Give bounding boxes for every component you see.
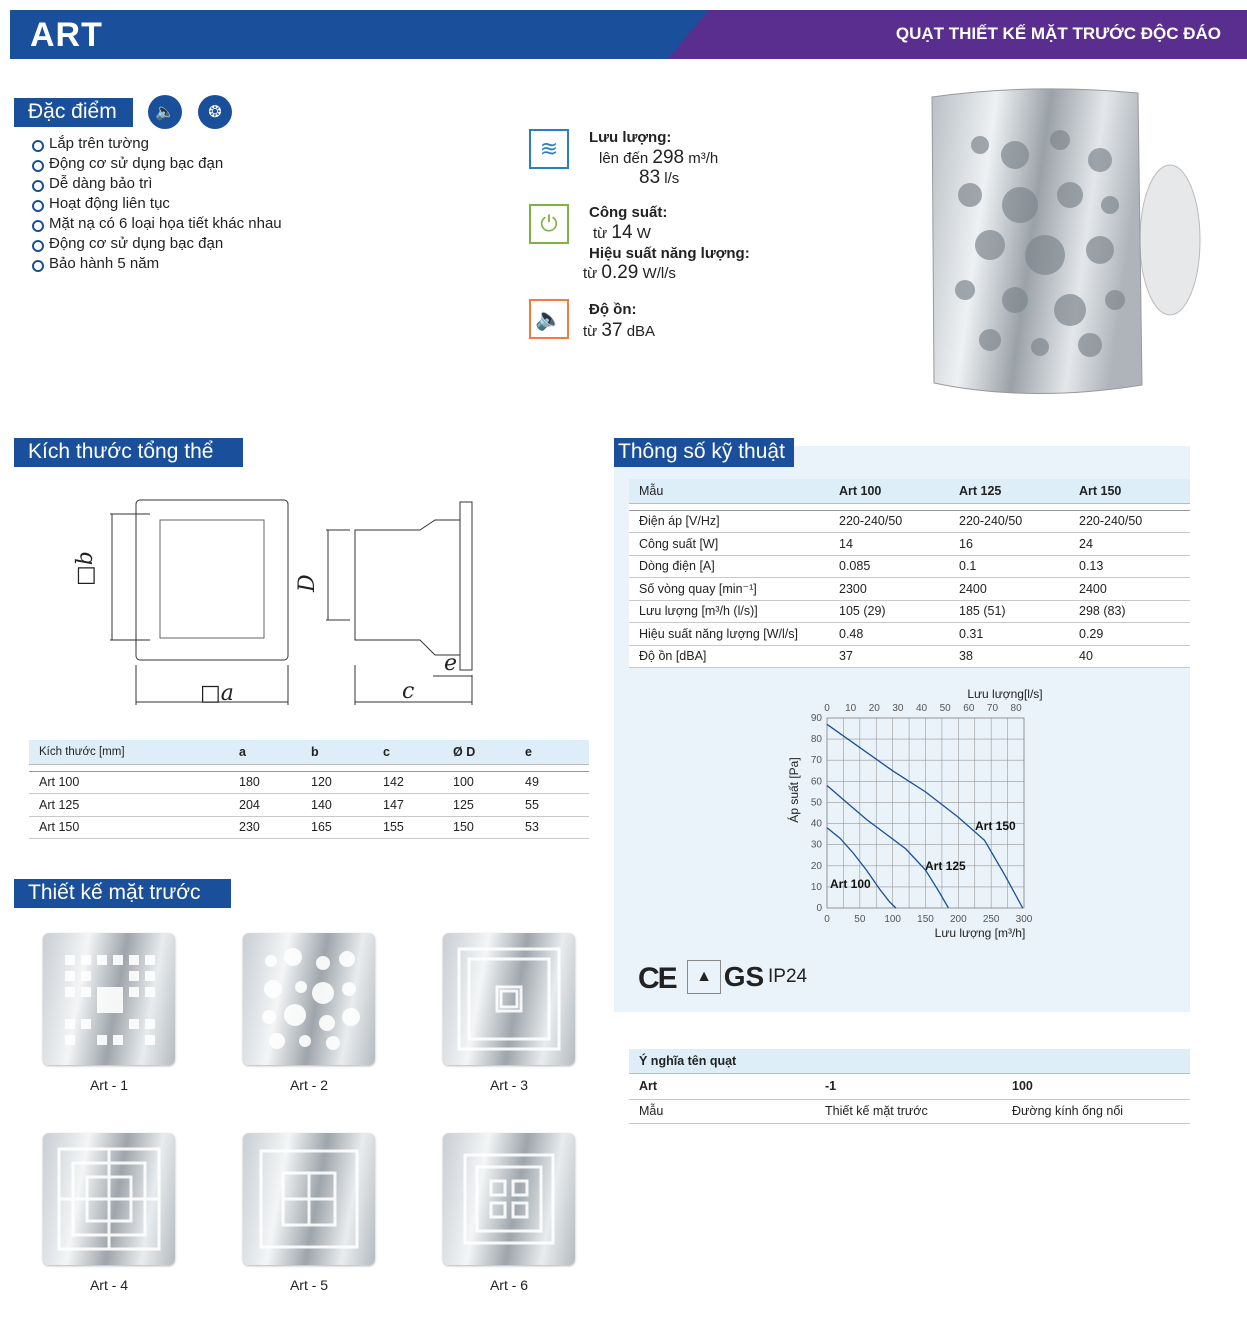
product-image: [920, 85, 1210, 405]
dimensions-title: Kích thước tổng thể: [14, 438, 243, 467]
list-item: Mặt nạ có 6 loại họa tiết khác nhau: [32, 214, 282, 234]
dimensions-table: [29, 740, 589, 839]
tech-title: Thông số kỹ thuật: [614, 438, 794, 467]
x-tick-label: 100: [884, 914, 902, 925]
table-row: Art -1 100: [629, 1073, 1190, 1099]
table-row: Art 100 180 120 142 100 49: [29, 771, 589, 794]
series-label: Art 150: [975, 819, 1016, 833]
design-caption: Art - 2: [289, 1077, 329, 1093]
x2-tick-label: 50: [939, 703, 951, 714]
table-header-cell: Ø D: [443, 740, 515, 764]
table-header-cell: Kích thước [mm]: [29, 740, 229, 764]
series-line-1: [827, 828, 896, 908]
x2-tick-label: 60: [963, 703, 975, 714]
x-tick-label: 300: [1015, 914, 1033, 925]
table-header-cell: c: [373, 740, 443, 764]
y-tick-label: 80: [810, 734, 822, 746]
table-row: Điện áp [V/Hz] 220-240/50 220-240/50 220-240/50: [629, 510, 1190, 533]
y-tick-label: 70: [810, 755, 822, 767]
list-item: Hoạt động liên tục: [32, 194, 282, 214]
performance-chart: [780, 680, 1060, 945]
design-tile-art-6: [443, 1133, 575, 1265]
list-item: Dễ dàng bảo trì: [32, 174, 282, 194]
power-value: từ 14 W: [593, 222, 651, 243]
table-row: Lưu lượng [m³/h (l/s)] 105 (29) 185 (51) 298 (83): [629, 600, 1190, 623]
table-row: Mẫu Thiết kế mặt trước Đường kính ống nối: [629, 1099, 1190, 1123]
design-tile-art-2: [243, 933, 375, 1065]
airflow-value-m3h: lên đến 298 m³/h: [599, 147, 719, 168]
features-title: Đặc điểm: [14, 98, 133, 127]
x-tick-label: 200: [949, 914, 967, 925]
x2-tick-label: 20: [868, 703, 880, 714]
y-tick-label: 0: [816, 903, 822, 914]
x2-tick-label: 10: [845, 703, 857, 714]
tuv-certification-icon: ▲: [687, 960, 721, 994]
name-meaning-table: [629, 1049, 1190, 1124]
table-row: Công suất [W] 14 16 24: [629, 533, 1190, 556]
y-tick-label: 60: [810, 776, 822, 788]
plug-icon: ⏻: [529, 204, 569, 244]
ce-mark: CE: [638, 962, 676, 995]
design-tile-art-5: [243, 1133, 375, 1265]
table-header-row: [29, 740, 589, 764]
design-tile-art-3: [443, 933, 575, 1065]
table-header-cell: e: [515, 740, 589, 764]
y-tick-label: 40: [810, 818, 822, 830]
design-caption: Art - 1: [89, 1077, 129, 1093]
dim-label-c: c: [402, 679, 415, 704]
chart-y-label: Áp suất [Pa]: [787, 757, 801, 823]
table-header-cell: b: [301, 740, 373, 764]
table-row: Độ ồn [dBA] 37 38 40: [629, 645, 1190, 668]
design-caption: Art - 6: [489, 1277, 529, 1293]
power-label: Công suất:: [589, 204, 668, 221]
dim-label-e: e: [444, 651, 458, 676]
speaker-icon: 🔈: [148, 95, 182, 129]
series-label: Art 125: [925, 859, 966, 873]
x-tick-label: 250: [982, 914, 1000, 925]
design-tile-art-4: [43, 1133, 175, 1265]
y-tick-label: 20: [810, 860, 822, 872]
airflow-label: Lưu lượng:: [589, 129, 672, 146]
front-design-title: Thiết kế mặt trước: [14, 879, 231, 908]
noise-value: từ 37 dBA: [583, 320, 656, 341]
list-item: Lắp trên tường: [32, 134, 282, 154]
x-tick-label: 50: [854, 914, 866, 925]
table-row: Dòng điện [A] 0.085 0.1 0.13: [629, 555, 1190, 578]
y-tick-label: 10: [810, 881, 822, 893]
x-tick-label: 150: [917, 914, 934, 925]
page-subtitle: QUẠT THIẾT KẾ MẶT TRƯỚC ĐỘC ĐÁO: [895, 24, 1221, 43]
airflow-icon: ≋: [529, 129, 569, 169]
airflow-value-ls: 83 l/s: [639, 167, 680, 188]
design-caption: Art - 5: [289, 1277, 329, 1293]
x2-tick-label: 0: [824, 703, 830, 714]
list-item: Bảo hành 5 năm: [32, 254, 282, 274]
y-tick-label: 90: [810, 713, 822, 724]
table-row: Art 150 230 165 155 150 53: [29, 816, 589, 839]
chart-x-label: Lưu lượng [m³/h]: [934, 926, 1026, 940]
efficiency-label: Hiệu suất năng lượng:: [589, 245, 750, 262]
x2-tick-label: 80: [1010, 703, 1022, 714]
ip-rating: IP24: [768, 966, 808, 987]
feature-list: [32, 134, 282, 274]
table-header-cell: Art 100: [829, 479, 949, 503]
bearing-icon: ❂: [198, 95, 232, 129]
name-meaning-title: Ý nghĩa tên quạt: [629, 1049, 1190, 1073]
table-header-row: [629, 479, 1190, 503]
dim-label-a: □a: [200, 681, 234, 706]
noise-icon: 🔈: [529, 299, 569, 339]
table-row: Art 125 204 140 147 125 55: [29, 794, 589, 817]
table-row: Hiệu suất năng lượng [W/l/s] 0.48 0.31 0.29: [629, 623, 1190, 646]
dimension-drawing: [73, 490, 500, 715]
x2-tick-label: 70: [986, 703, 999, 714]
efficiency-value: từ 0.29 W/l/s: [583, 262, 676, 283]
x2-tick-label: 40: [915, 703, 928, 714]
page-title: ART: [30, 16, 103, 54]
y-tick-label: 30: [810, 839, 822, 851]
x2-tick-label: 30: [892, 703, 904, 714]
design-caption: Art - 4: [89, 1277, 129, 1293]
chart-x2-label: Lưu lượng[l/s]: [967, 687, 1043, 701]
list-item: Động cơ sử dụng bạc đạn: [32, 234, 282, 254]
noise-label: Độ ồn:: [589, 301, 637, 318]
y-tick-label: 50: [810, 797, 822, 809]
x-tick-label: 0: [824, 914, 830, 925]
dim-label-d: D: [295, 574, 320, 592]
table-header-cell: Mẫu: [629, 479, 829, 503]
header-bar-blue: [10, 10, 730, 59]
design-tile-art-1: [43, 933, 175, 1065]
gs-certification-icon: GS: [723, 961, 765, 992]
series-label: Art 100: [830, 877, 871, 891]
tech-table: [629, 479, 1190, 668]
table-header-cell: Art 125: [949, 479, 1069, 503]
table-header-cell: Art 150: [1069, 479, 1190, 503]
design-caption: Art - 3: [489, 1077, 529, 1093]
table-header-cell: a: [229, 740, 301, 764]
list-item: Động cơ sử dụng bạc đạn: [32, 154, 282, 174]
table-row: Số vòng quay [min⁻¹] 2300 2400 2400: [629, 578, 1190, 601]
dim-label-b: □b: [73, 551, 98, 586]
table-header-row: [629, 1049, 1190, 1073]
